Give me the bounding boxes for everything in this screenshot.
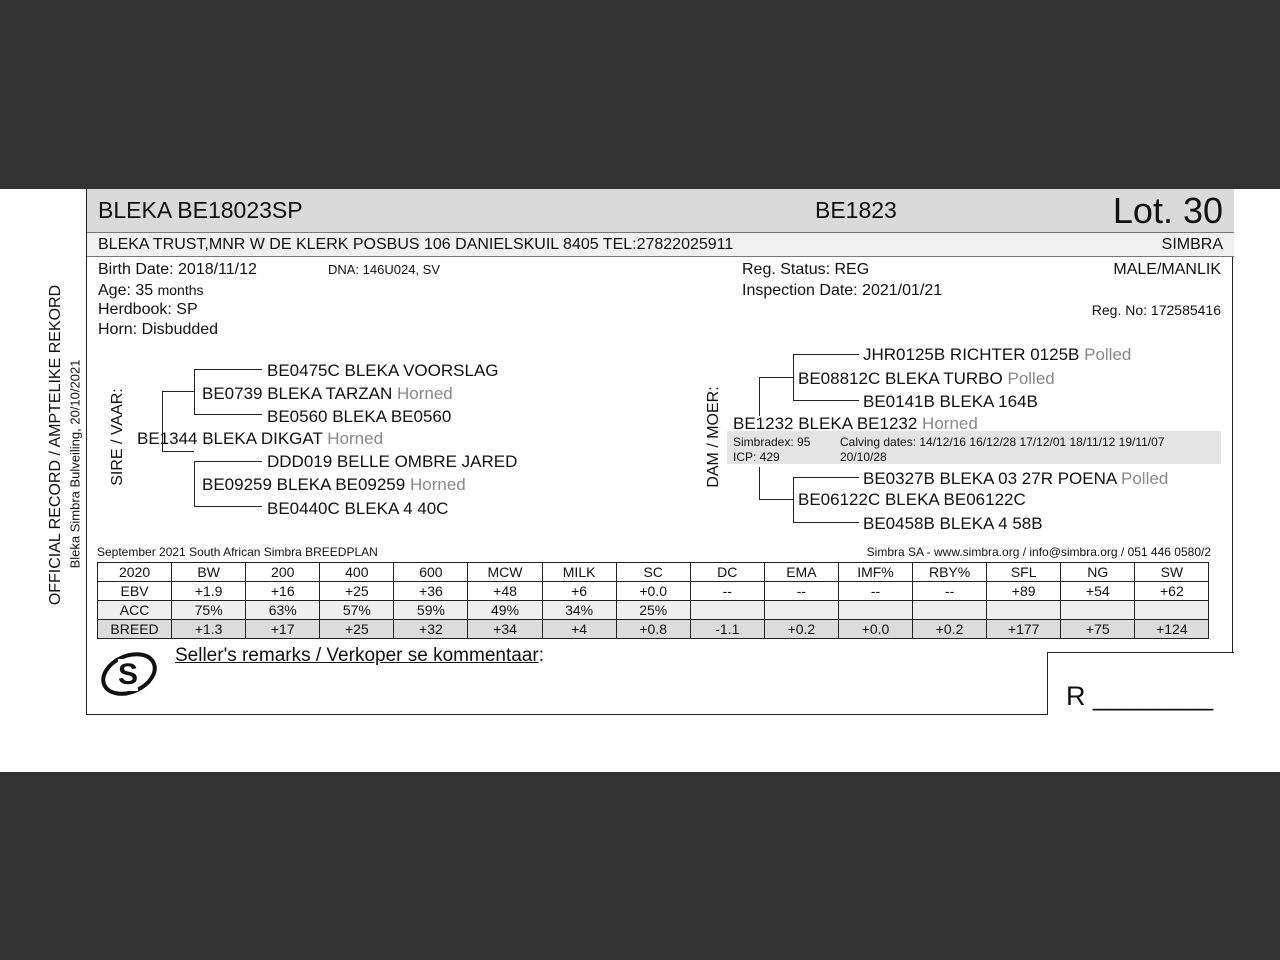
breedplan-cell xyxy=(690,601,764,620)
breedplan-row-header xyxy=(98,563,1209,582)
calving-dates: Calving dates: 14/12/16 16/12/28 17/12/01 18/11/12 19/11/07 xyxy=(840,435,1165,449)
breed-label: SIMBRA xyxy=(1161,236,1223,253)
breedplan-cell: 59% xyxy=(394,601,468,620)
sire-label: SIRE / VAAR: xyxy=(109,388,126,486)
dam-ggd2: BE0458B BLEKA 4 58B xyxy=(863,514,1043,533)
breedplan-cell: +48 xyxy=(468,582,542,601)
breedplan-cell: +25 xyxy=(320,582,394,601)
breedplan-cell: +62 xyxy=(1135,582,1209,601)
breedplan-cell: +36 xyxy=(394,582,468,601)
breedplan-cell: SC xyxy=(616,563,690,582)
breedplan-cell: +4 xyxy=(542,620,616,639)
header-bar xyxy=(87,189,1234,233)
breedplan-cell: -- xyxy=(913,582,987,601)
maternal-grandsire: BE08812C BLEKA TURBO Polled xyxy=(798,369,1055,388)
breedplan-cell: +16 xyxy=(246,582,320,601)
official-record-label: OFFICIAL RECORD / AMPTELIKE REKORD xyxy=(47,284,64,606)
breedplan-cell: 34% xyxy=(542,601,616,620)
breedplan-cell: 400 xyxy=(320,563,394,582)
breedplan-cell xyxy=(1061,601,1135,620)
breedplan-cell: +0.8 xyxy=(616,620,690,639)
breedplan-contact: Simbra SA - www.simbra.org / info@simbra.org / 051 446 0580/2 xyxy=(866,545,1211,559)
breedplan-cell: +124 xyxy=(1135,620,1209,639)
breedplan-cell: +1.9 xyxy=(172,582,246,601)
simbradex: Simbradex: 95 xyxy=(733,435,811,449)
breedplan-cell: RBY% xyxy=(913,563,987,582)
breedplan-cell xyxy=(1135,601,1209,620)
sire-ggs2: DDD019 BELLE OMBRE JARED xyxy=(267,452,518,471)
breedplan-cell: -1.1 xyxy=(690,620,764,639)
breedplan-cell: SFL xyxy=(987,563,1061,582)
animal-name: BLEKA BE18023SP xyxy=(98,197,303,223)
breedplan-cell: EBV xyxy=(98,582,172,601)
maternal-granddam: BE06122C BLEKA BE06122C xyxy=(798,490,1026,509)
breedplan-cell: 25% xyxy=(616,601,690,620)
sale-name-label: Bleka Simbra Bulveiling, 20/10/2021 xyxy=(67,359,83,569)
breedplan-cell: +0.0 xyxy=(616,582,690,601)
dam-ggs1: JHR0125B RICHTER 0125B Polled xyxy=(863,345,1132,364)
breedplan-cell: +0.2 xyxy=(764,620,838,639)
breedplan-cell: EMA xyxy=(764,563,838,582)
age-value: Age: 35 xyxy=(98,282,154,299)
breedplan-cell: +177 xyxy=(987,620,1061,639)
simbra-logo-icon xyxy=(98,649,158,701)
breedplan-cell: +17 xyxy=(246,620,320,639)
breedplan-table xyxy=(97,562,1209,639)
breedplan-title: September 2021 South African Simbra BREEDPLAN xyxy=(97,545,378,559)
breedplan-cell: -- xyxy=(764,582,838,601)
sire-ggd2: BE0440C BLEKA 4 40C xyxy=(267,499,449,518)
breedplan-cell: +75 xyxy=(1061,620,1135,639)
breedplan-cell: +6 xyxy=(542,582,616,601)
lot-number: Lot. 30 xyxy=(1112,190,1223,231)
breedplan-cell: 63% xyxy=(246,601,320,620)
sire-ggs1: BE0475C BLEKA VOORSLAG xyxy=(267,361,499,380)
breedplan-cell: 200 xyxy=(246,563,320,582)
reg-number: Reg. No: 172585416 xyxy=(1091,302,1221,318)
breedplan-cell: SW xyxy=(1135,563,1209,582)
breedplan-cell xyxy=(838,601,912,620)
breedplan-cell: BREED xyxy=(98,620,172,639)
breedplan-cell: +0.0 xyxy=(838,620,912,639)
dam-ggs2: BE0327B BLEKA 03 27R POENA Polled xyxy=(863,469,1169,488)
birth-date: Birth Date: 2018/11/12 xyxy=(98,261,257,278)
breedplan-cell: +89 xyxy=(987,582,1061,601)
catalogue-sheet xyxy=(0,189,1280,772)
price-box xyxy=(1047,652,1234,715)
sex: MALE/MANLIK xyxy=(1113,261,1221,278)
sire-name: BE1344 BLEKA DIKGAT Horned xyxy=(137,429,384,448)
breedplan-cell: MILK xyxy=(542,563,616,582)
breedplan-cell: 75% xyxy=(172,601,246,620)
breedplan-cell: +0.2 xyxy=(913,620,987,639)
logo-letter: S xyxy=(117,658,139,691)
calving-dates-cont: 20/10/28 xyxy=(840,450,887,464)
breedplan-row-acc xyxy=(98,601,1209,620)
breedplan-cell: ACC xyxy=(98,601,172,620)
paternal-granddam: BE09259 BLEKA BE09259 Horned xyxy=(202,475,466,494)
age-unit: months xyxy=(157,282,204,298)
dam-label: DAM / MOER: xyxy=(705,386,722,488)
paternal-grandsire: BE0739 BLEKA TARZAN Horned xyxy=(202,384,453,403)
breedplan-cell xyxy=(764,601,838,620)
breedplan-row-breed xyxy=(98,620,1209,639)
sire-ggd1: BE0560 BLEKA BE0560 xyxy=(267,407,452,426)
breedplan-cell: +1.3 xyxy=(172,620,246,639)
sellers-remarks: Seller's remarks / Verkoper se kommentaar: xyxy=(175,645,544,666)
dna-info: DNA: 146U024, SV xyxy=(328,262,441,277)
dam-ggd1: BE0141B BLEKA 164B xyxy=(863,392,1038,411)
breedplan-cell: -- xyxy=(838,582,912,601)
breedplan-cell: NG xyxy=(1061,563,1135,582)
breedplan-cell xyxy=(987,601,1061,620)
dam-name: BE1232 BLEKA BE1232 Horned xyxy=(733,414,978,433)
breedplan-cell: IMF% xyxy=(838,563,912,582)
breedplan-row-ebv xyxy=(98,582,1209,601)
breedplan-cell: 600 xyxy=(394,563,468,582)
animal-code: BE1823 xyxy=(815,197,897,223)
owner-line: BLEKA TRUST,MNR W DE KLERK POSBUS 106 DANIELSKUIL 8405 TEL:27822025911 xyxy=(98,236,734,253)
owner-bar xyxy=(87,233,1234,257)
breedplan-cell: 2020 xyxy=(98,563,172,582)
breedplan-cell: BW xyxy=(172,563,246,582)
breedplan-cell: +32 xyxy=(394,620,468,639)
icp: ICP: 429 xyxy=(733,450,780,464)
animal-card xyxy=(86,189,1233,715)
price-field[interactable]: R ________ xyxy=(1066,681,1214,711)
age xyxy=(98,282,204,300)
breedplan-cell xyxy=(913,601,987,620)
inspection-date: Inspection Date: 2021/01/21 xyxy=(742,282,943,299)
breedplan-cell: MCW xyxy=(468,563,542,582)
breedplan-cell: 49% xyxy=(468,601,542,620)
horn-status: Horn: Disbudded xyxy=(98,321,219,338)
herdbook: Herdbook: SP xyxy=(98,301,198,318)
breedplan-cell: +34 xyxy=(468,620,542,639)
breedplan-cell: +25 xyxy=(320,620,394,639)
breedplan-cell: +54 xyxy=(1061,582,1135,601)
reg-status: Reg. Status: REG xyxy=(742,261,870,278)
breedplan-cell: DC xyxy=(690,563,764,582)
breedplan-cell: -- xyxy=(690,582,764,601)
breedplan-cell: 57% xyxy=(320,601,394,620)
